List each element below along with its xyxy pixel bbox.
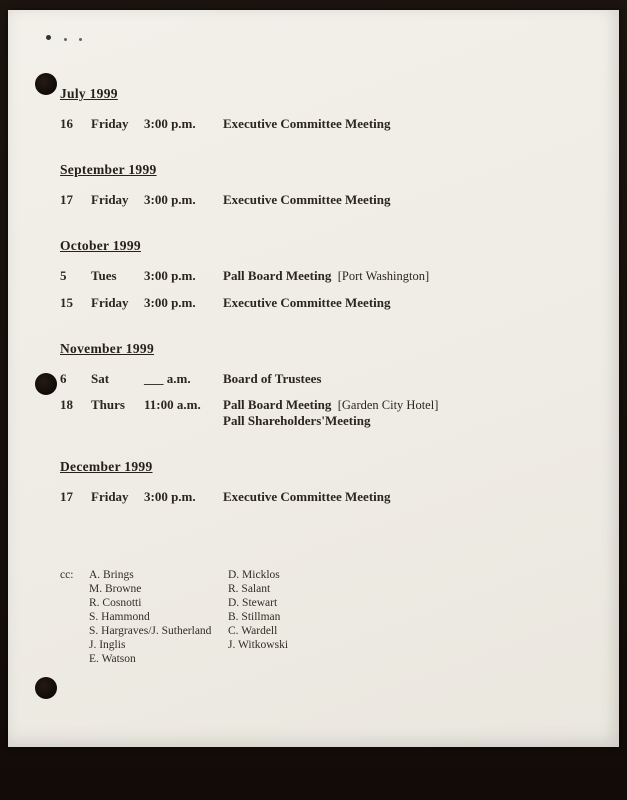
cc-name: M. Browne	[89, 583, 142, 595]
schedule-content	[60, 86, 591, 666]
punch-hole	[35, 73, 57, 95]
cc-name: R. Cosnotti	[89, 597, 142, 609]
row-date: 16	[60, 116, 73, 131]
row-day: Friday	[91, 489, 129, 504]
cc-name: D. Micklos	[228, 569, 280, 581]
cc-name: D. Stewart	[228, 597, 278, 609]
row-description: Executive Committee Meeting	[223, 116, 391, 131]
row-date: 17	[60, 192, 73, 207]
row-date: 15	[60, 295, 73, 310]
cc-name: J. Witkowski	[228, 639, 289, 651]
row-time: 3:00 p.m.	[144, 489, 196, 504]
cc-name: C. Wardell	[228, 625, 278, 637]
month-section-december	[60, 459, 591, 504]
row-description: Executive Committee Meeting	[223, 192, 391, 207]
scanned-page	[8, 10, 619, 747]
month-heading: July 1999	[60, 86, 118, 101]
row-day: Sat	[91, 371, 110, 386]
row-description: Executive Committee Meeting	[223, 489, 391, 504]
row-description: Pall Board Meeting [Garden City Hotel] Pall Shareholders'Meeting	[223, 397, 591, 428]
schedule-row	[60, 489, 591, 504]
schedule-row	[60, 268, 591, 284]
month-heading: October 1999	[60, 238, 141, 253]
month-heading: December 1999	[60, 459, 153, 474]
row-day: Friday	[91, 116, 129, 131]
row-description-line2: Pall Shareholders'Meeting	[223, 413, 371, 428]
month-heading: September 1999	[60, 162, 157, 177]
pen-dot	[46, 35, 51, 40]
row-time: 3:00 p.m.	[144, 192, 196, 207]
row-day: Friday	[91, 192, 129, 207]
row-location-note: [Garden City Hotel]	[337, 398, 439, 412]
row-time: 3:00 p.m.	[144, 116, 196, 131]
row-day: Thurs	[91, 397, 125, 412]
cc-name: S. Hammond	[89, 611, 150, 623]
month-section-september	[60, 162, 591, 207]
pen-marks	[46, 32, 106, 42]
cc-column-2	[228, 568, 591, 666]
schedule-row	[60, 371, 591, 386]
row-day: Tues	[91, 268, 117, 283]
schedule-row	[60, 397, 591, 428]
row-date: 5	[60, 268, 67, 283]
month-section-july	[60, 86, 591, 131]
cc-name: B. Stillman	[228, 611, 281, 623]
cc-name: S. Hargraves/J. Sutherland	[89, 625, 212, 637]
cc-name: J. Inglis	[89, 639, 126, 651]
cc-name: R. Salant	[228, 583, 271, 595]
cc-label: cc:	[60, 569, 74, 581]
row-time: 3:00 p.m.	[144, 295, 196, 310]
row-time: 3:00 p.m.	[144, 268, 196, 283]
row-date: 18	[60, 397, 73, 412]
punch-hole	[35, 677, 57, 699]
row-description: Executive Committee Meeting	[223, 295, 391, 310]
punch-hole	[35, 373, 57, 395]
month-section-october	[60, 238, 591, 310]
row-time: ___ a.m.	[144, 371, 191, 386]
row-time: 11:00 a.m.	[144, 397, 201, 412]
month-heading: November 1999	[60, 341, 155, 356]
row-description: Board of Trustees	[223, 371, 322, 386]
cc-name: A. Brings	[89, 569, 134, 581]
month-section-november	[60, 341, 591, 428]
row-date: 17	[60, 489, 73, 504]
pen-dot	[64, 38, 67, 41]
cc-block	[60, 568, 591, 666]
pen-dot	[79, 38, 82, 41]
cc-column-1	[89, 568, 228, 666]
schedule-row	[60, 295, 591, 310]
schedule-row	[60, 116, 591, 131]
row-date: 6	[60, 371, 67, 386]
schedule-row	[60, 192, 591, 207]
row-location-note: [Port Washington]	[337, 269, 430, 283]
row-day: Friday	[91, 295, 129, 310]
cc-name: E. Watson	[89, 653, 136, 665]
row-description: Pall Board Meeting [Port Washington]	[223, 268, 430, 283]
